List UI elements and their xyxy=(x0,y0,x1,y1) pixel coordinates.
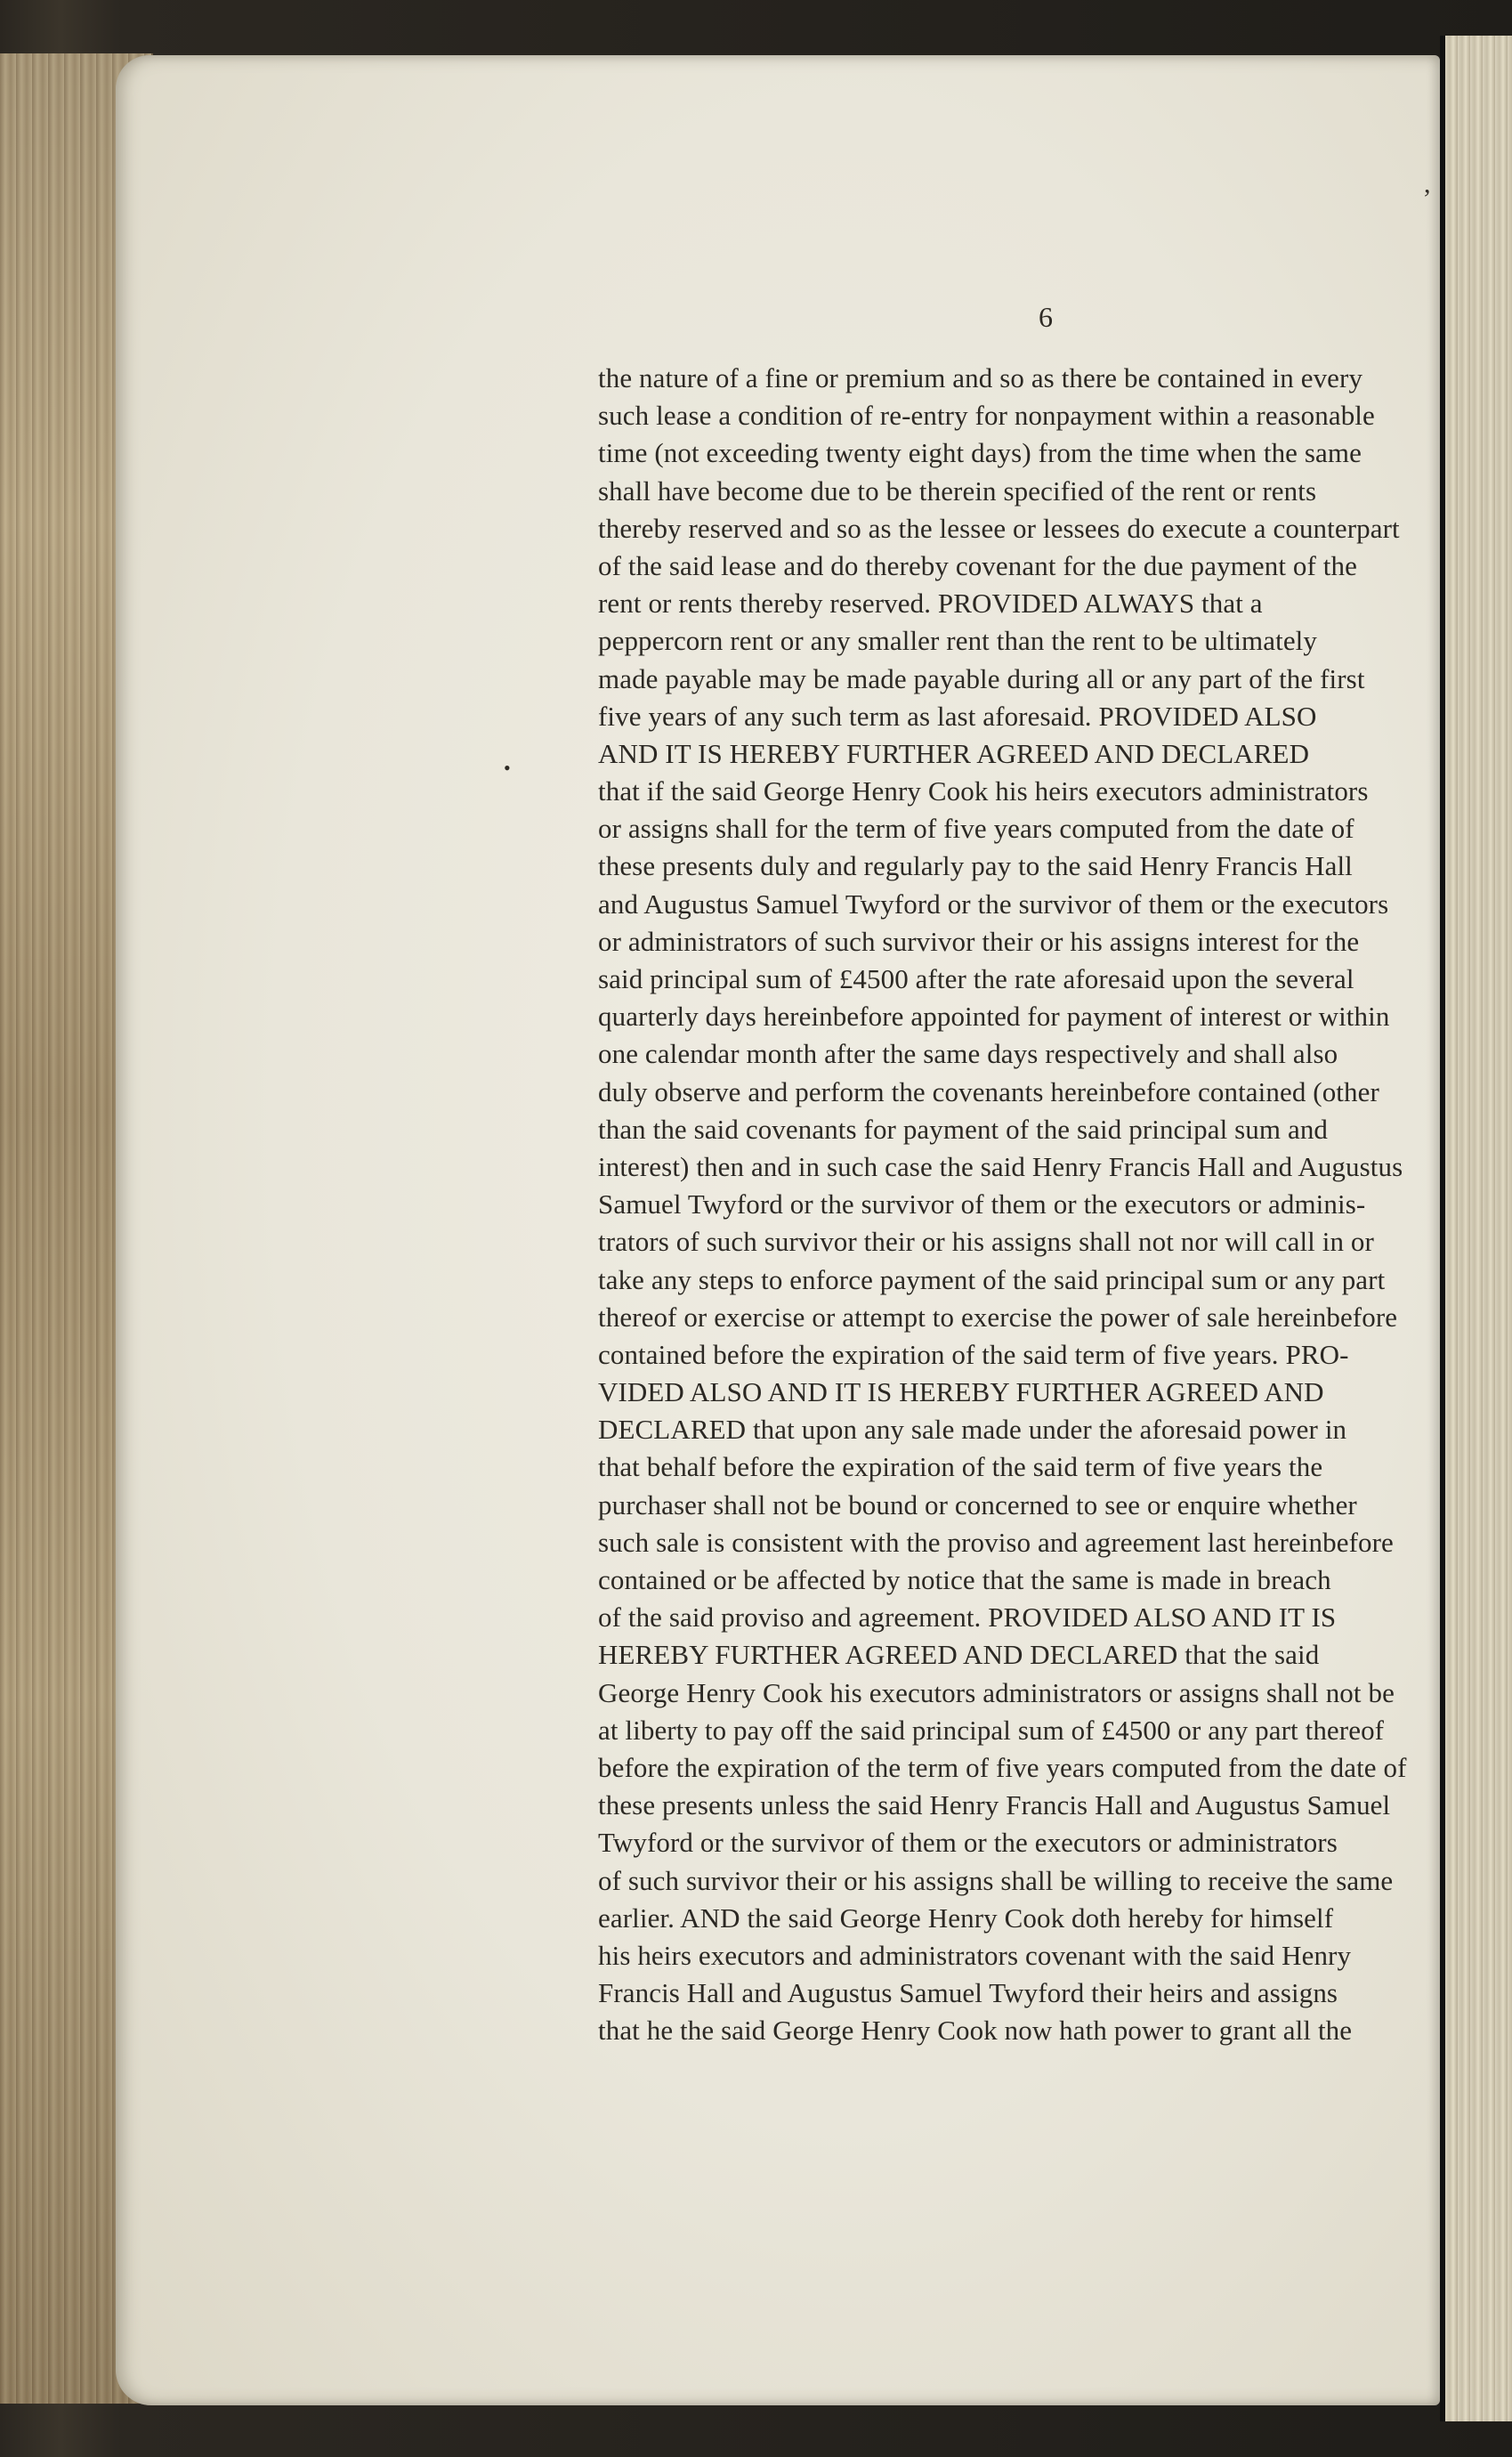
text-line: DECLARED that upon any sale made under the aforesaid power in xyxy=(598,1414,1347,1446)
text-line: these presents duly and regularly pay to the said Henry Francis Hall xyxy=(598,850,1353,882)
text-line: than the said covenants for payment of the said principal sum and xyxy=(598,1113,1329,1145)
text-line: one calendar month after the same days respectively and shall also xyxy=(598,1038,1338,1070)
text-line: his heirs executors and administrators covenant with the said Henry xyxy=(598,1939,1352,1971)
text-line: duly observe and perform the covenants hereinbefore contained (other xyxy=(598,1075,1379,1107)
text-line: such lease a condition of re-entry for nonpayment within a reasonable xyxy=(598,400,1375,432)
text-line: AND IT IS HEREBY FURTHER AGREED AND DECLARED xyxy=(598,737,1310,769)
text-line: contained before the expiration of the said term of five years. PRO- xyxy=(598,1338,1349,1370)
text-line: trators of such survivor their or his assigns shall not nor will call in or xyxy=(598,1226,1374,1258)
text-line: that behalf before the expiration of the said term of five years the xyxy=(598,1451,1323,1483)
text-line: time (not exceeding twenty eight days) from the time when the same xyxy=(598,437,1362,469)
text-line: these presents unless the said Henry Francis Hall and Augustus Samuel xyxy=(598,1789,1391,1821)
text-line: take any steps to enforce payment of the said principal sum or any part xyxy=(598,1263,1386,1295)
text-line: of the said lease and do thereby covenant for the due payment of the xyxy=(598,549,1357,581)
text-line: contained or be affected by notice that the same is made in breach xyxy=(598,1564,1331,1595)
text-line: interest) then and in such case the said Henry Francis Hall and Augustus xyxy=(598,1150,1403,1182)
text-line: shall have become due to be therein specified of the rent or rents xyxy=(598,474,1317,507)
text-line: the nature of a fine or premium and so as there be contained in every xyxy=(598,362,1363,393)
text-line: before the expiration of the term of five years computed from the date of xyxy=(598,1751,1407,1783)
text-line: and Augustus Samuel Twyford or the survivor of them or the executors xyxy=(598,888,1389,920)
text-line: Samuel Twyford or the survivor of them or the executors or adminis- xyxy=(598,1188,1366,1220)
text-line: peppercorn rent or any smaller rent than the rent to be ultimately xyxy=(598,625,1317,657)
text-line: VIDED ALSO AND IT IS HEREBY FURTHER AGREED AND xyxy=(598,1376,1324,1408)
text-line: rent or rents thereby reserved. PROVIDED ALWAYS that a xyxy=(598,588,1263,620)
text-line: at liberty to pay off the said principal sum of £4500 or any part thereof xyxy=(598,1714,1385,1746)
text-line: five years of any such term as last aforesaid. PROVIDED ALSO xyxy=(598,700,1317,732)
margin-mark: • xyxy=(504,757,511,779)
text-line: quarterly days hereinbefore appointed for payment of interest or within xyxy=(598,1001,1390,1033)
text-line: that he the said George Henry Cook now hath power to grant all the xyxy=(598,2015,1353,2047)
text-line: of the said proviso and agreement. PROVIDED ALSO AND IT IS xyxy=(598,1602,1337,1634)
text-line: of such survivor their or his assigns shall be willing to receive the same xyxy=(598,1864,1394,1896)
text-line: HEREBY FURTHER AGREED AND DECLARED that the said xyxy=(598,1639,1320,1671)
text-line: or administrators of such survivor their or his assigns interest for the xyxy=(598,925,1360,957)
text-line: that if the said George Henry Cook his heirs executors administrators xyxy=(598,775,1369,807)
document-body xyxy=(598,360,1452,2051)
text-line: said principal sum of £4500 after the rate aforesaid upon the several xyxy=(598,963,1354,994)
text-line: such sale is consistent with the proviso and agreement last hereinbefore xyxy=(598,1526,1394,1558)
text-line: thereby reserved and so as the lessee or lessees do execute a counterpart xyxy=(598,512,1400,544)
margin-mark: , xyxy=(1424,169,1431,199)
page-number: 6 xyxy=(1039,301,1053,333)
text-line: made payable may be made payable during all or any part of the first xyxy=(598,662,1365,694)
text-line: earlier. AND the said George Henry Cook doth hereby for himself xyxy=(598,1902,1334,1934)
text-line: thereof or exercise or attempt to exercise the power of sale hereinbefore xyxy=(598,1301,1398,1333)
text-line: Twyford or the survivor of them or the executors or administrators xyxy=(598,1827,1338,1859)
text-line: or assigns shall for the term of five years computed from the date of xyxy=(598,813,1354,845)
text-line: Francis Hall and Augustus Samuel Twyford their heirs and assigns xyxy=(598,1977,1338,2009)
text-line: purchaser shall not be bound or concerned to see or enquire whether xyxy=(598,1488,1357,1520)
text-line: George Henry Cook his executors administrators or assigns shall not be xyxy=(598,1676,1395,1708)
